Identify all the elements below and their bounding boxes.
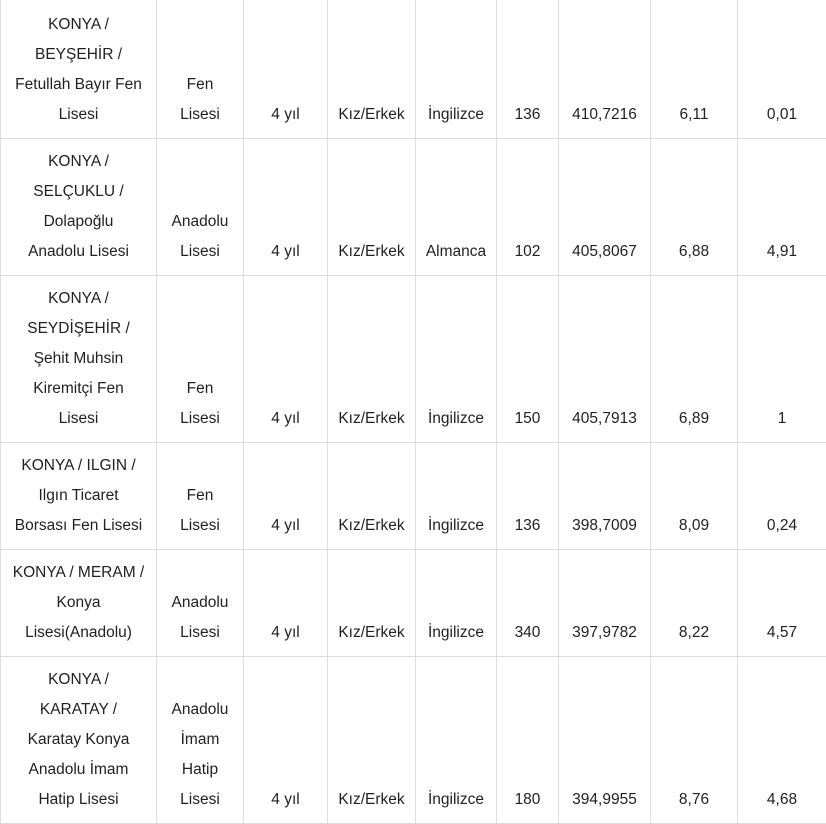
school-name-line: Hatip Lisesi — [38, 790, 119, 808]
school-type-cell — [157, 442, 244, 549]
school-name-line: Lisesi — [58, 105, 99, 123]
percentile-2018-cell: 4,68 — [738, 656, 826, 823]
school-type-line: Lisesi — [180, 790, 220, 808]
percentile-2018-cell: 1 — [738, 275, 826, 442]
school-name-cell — [1, 275, 157, 442]
gender-cell: Kız/Erkek — [328, 442, 416, 549]
quota-cell: 136 — [497, 0, 559, 138]
percentile-2019-cell: 8,09 — [651, 442, 738, 549]
school-name-cell — [1, 442, 157, 549]
score-cell: 405,7913 — [559, 275, 651, 442]
school-name-line: KONYA / ILGIN / — [21, 456, 136, 474]
gender-cell: Kız/Erkek — [328, 549, 416, 656]
school-name-line: KONYA / — [48, 152, 109, 170]
percentile-2019-cell: 8,22 — [651, 549, 738, 656]
school-name-cell — [1, 0, 157, 138]
school-name-line: Karatay Konya — [27, 730, 130, 748]
percentile-2018-cell: 0,01 — [738, 0, 826, 138]
school-type-line: İmam — [180, 730, 220, 748]
school-name-line: KARATAY / — [39, 700, 118, 718]
school-type-line: Lisesi — [180, 409, 220, 427]
score-cell: 405,8067 — [559, 138, 651, 275]
score-cell: 410,7216 — [559, 0, 651, 138]
school-name-cell — [1, 138, 157, 275]
gender-cell: Kız/Erkek — [328, 0, 416, 138]
school-type-line: Anadolu — [171, 593, 229, 611]
school-name-line: BEYŞEHİR / — [35, 45, 122, 63]
school-type-line: Fen — [186, 379, 214, 397]
quota-cell: 136 — [497, 442, 559, 549]
table-row — [1, 138, 826, 275]
duration-cell: 4 yıl — [244, 442, 328, 549]
school-name-line: Lisesi — [58, 409, 99, 427]
gender-cell: Kız/Erkek — [328, 138, 416, 275]
quota-cell: 150 — [497, 275, 559, 442]
quota-cell: 102 — [497, 138, 559, 275]
score-cell: 394,9955 — [559, 656, 651, 823]
school-type-cell — [157, 656, 244, 823]
school-type-line: Fen — [186, 486, 214, 504]
school-type-line: Anadolu — [171, 212, 229, 230]
school-type-line: Lisesi — [180, 623, 220, 641]
duration-cell: 4 yıl — [244, 138, 328, 275]
school-name-line: KONYA / MERAM / — [12, 563, 145, 581]
school-type-cell — [157, 0, 244, 138]
gender-cell: Kız/Erkek — [328, 656, 416, 823]
school-name-line: Şehit Muhsin — [33, 349, 124, 367]
table-row — [1, 656, 826, 823]
school-name-line: SEYDİŞEHİR / — [27, 319, 130, 337]
table-row — [1, 0, 826, 138]
school-type-line: Lisesi — [180, 105, 220, 123]
school-name-line: SELÇUKLU / — [33, 182, 124, 200]
school-type-line: Fen — [186, 75, 214, 93]
school-name-line: Anadolu İmam — [28, 760, 129, 778]
school-type-cell — [157, 549, 244, 656]
score-cell: 397,9782 — [559, 549, 651, 656]
percentile-2018-cell: 0,24 — [738, 442, 826, 549]
school-name-line: Konya — [56, 593, 101, 611]
duration-cell: 4 yıl — [244, 656, 328, 823]
score-cell: 398,7009 — [559, 442, 651, 549]
percentile-2019-cell: 6,89 — [651, 275, 738, 442]
percentile-2019-cell: 6,88 — [651, 138, 738, 275]
language-cell: İngilizce — [416, 549, 497, 656]
duration-cell: 4 yıl — [244, 0, 328, 138]
percentile-2019-cell: 6,11 — [651, 0, 738, 138]
language-cell: İngilizce — [416, 442, 497, 549]
gender-cell: Kız/Erkek — [328, 275, 416, 442]
table-row — [1, 549, 826, 656]
school-name-line: Kiremitçi Fen — [33, 379, 124, 397]
school-name-line: Dolapoğlu — [43, 212, 114, 230]
school-name-line: Anadolu Lisesi — [28, 242, 129, 260]
school-name-line: KONYA / — [48, 15, 109, 33]
table-row — [1, 442, 826, 549]
percentile-2018-cell: 4,57 — [738, 549, 826, 656]
school-type-line: Lisesi — [180, 516, 220, 534]
school-type-line: Lisesi — [180, 242, 220, 260]
school-type-line: Anadolu — [171, 700, 229, 718]
school-name-cell — [1, 656, 157, 823]
language-cell: Almanca — [416, 138, 497, 275]
school-name-line: Borsası Fen Lisesi — [14, 516, 143, 534]
school-type-cell — [157, 275, 244, 442]
school-type-cell — [157, 138, 244, 275]
table-body — [1, 0, 826, 823]
table-row — [1, 275, 826, 442]
duration-cell: 4 yıl — [244, 549, 328, 656]
percentile-2018-cell: 4,91 — [738, 138, 826, 275]
percentile-2019-cell: 8,76 — [651, 656, 738, 823]
language-cell: İngilizce — [416, 656, 497, 823]
school-type-line: Hatip — [181, 760, 219, 778]
quota-cell: 180 — [497, 656, 559, 823]
duration-cell: 4 yıl — [244, 275, 328, 442]
school-name-cell — [1, 549, 157, 656]
language-cell: İngilizce — [416, 0, 497, 138]
school-name-line: Fetullah Bayır Fen — [15, 75, 142, 93]
school-name-line: Ilgın Ticaret — [38, 486, 119, 504]
quota-cell: 340 — [497, 549, 559, 656]
language-cell: İngilizce — [416, 275, 497, 442]
school-name-line: KONYA / — [48, 289, 109, 307]
school-name-line: Lisesi(Anadolu) — [25, 623, 132, 641]
school-name-line: KONYA / — [48, 670, 109, 688]
